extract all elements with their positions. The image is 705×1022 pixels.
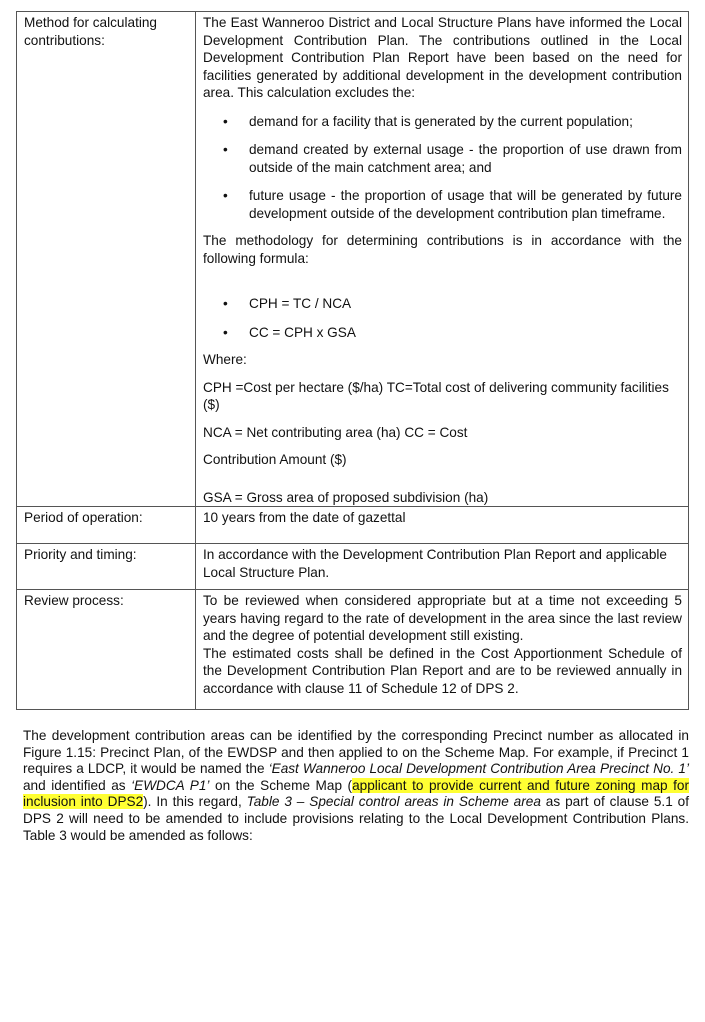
table-row-period: [17, 507, 689, 544]
table-row-method: [17, 12, 689, 507]
table-row-review: [17, 590, 689, 710]
formula-list: [203, 295, 682, 341]
list-item: • demand created by external usage - the proportion of use drawn from outside of the main catchment area; and: [203, 141, 682, 176]
paragraph-italic: ‘EWDCA P1’: [131, 777, 210, 793]
row-value: In accordance with the Development Contribution Plan Report and applicable Local Structure Plan.: [196, 544, 689, 590]
paragraph-text: and identified as: [23, 777, 132, 793]
row-value: [196, 12, 689, 507]
row-label: Priority and timing:: [17, 544, 196, 590]
row-label: Period of operation:: [17, 507, 196, 544]
paragraph-text: as part of clause 5.1 of DPS 2 will need to be amended to include provisions relating to the Local Development Contribution Plans. Table 3 would be amended as follows:: [23, 794, 689, 843]
paragraph-text: ). In this regard,: [143, 794, 247, 810]
where-label: Where:: [203, 352, 247, 367]
paragraph-italic: ‘East Wanneroo Local Development Contribution Area Precinct No. 1’: [268, 761, 689, 777]
review-text-2: The estimated costs shall be defined in the Cost Apportionment Schedule of the Development Contribution Plan Report and are to be reviewed annually in accordance with clause 11 of Schedule 12 of DPS 2.: [203, 645, 682, 696]
paragraph-text: on the Scheme Map (: [209, 777, 353, 793]
contribution-plan-table: [16, 11, 689, 710]
table-row-priority: [17, 544, 689, 590]
definition-gsa: GSA = Gross area of proposed subdivision (ha): [203, 489, 489, 505]
paragraph-italic: Table 3 – Special control areas in Scheme area: [246, 794, 541, 810]
method-intro: The East Wanneroo District and Local Structure Plans have informed the Local Development Contribution Plan. The contributions outlined in the Local Development Contribution Plan Report have been based on the need for facilities generated by additional development in the development contribution area. This calculation excludes the:: [203, 15, 682, 100]
row-label: Method for calculating contributions:: [17, 12, 196, 507]
row-value: [196, 590, 689, 710]
methodology-text: The methodology for determining contributions is in accordance with the following formula:: [203, 233, 682, 266]
highlighted-text: applicant to provide current and future zoning map for inclusion into DPS2: [23, 777, 689, 810]
body-paragraph: [23, 728, 689, 844]
definition-contribution: Contribution Amount ($): [203, 452, 347, 467]
list-item: • future usage - the proportion of usage that will be generated by future development outside of the development contribution plan timeframe.: [203, 187, 682, 222]
exclusion-list: [203, 113, 682, 223]
paragraph-text: The development contribution areas can be identified by the corresponding Precinct number as allocated in Figure 1.15: Precinct Plan, of the EWDSP and then applied to on the Scheme Map. For example, if Precinct 1 requires a LDCP, it would be named the: [23, 728, 689, 777]
list-item: • demand for a facility that is generated by the current population;: [203, 113, 682, 131]
row-label: Review process:: [17, 590, 196, 710]
list-item: • CPH = TC / NCA: [203, 295, 682, 313]
row-value: 10 years from the date of gazettal: [196, 507, 689, 544]
list-item: • CC = CPH x GSA: [203, 324, 682, 342]
definition-cph: CPH =Cost per hectare ($/ha) TC=Total cost of delivering community facilities ($): [203, 379, 669, 412]
definition-nca: NCA = Net contributing area (ha) CC = Cost: [203, 424, 468, 440]
review-text-1: To be reviewed when considered appropriate but at a time not exceeding 5 years having regard to the rate of development in the area since the last review and the degree of potential development still existing.: [203, 593, 682, 643]
